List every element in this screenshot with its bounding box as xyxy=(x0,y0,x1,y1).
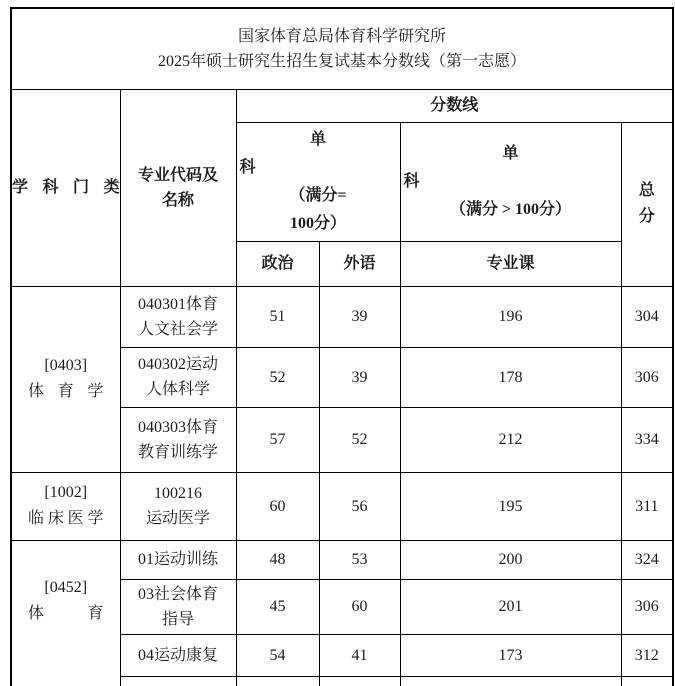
score-cell-total: 304 xyxy=(621,286,673,347)
header-row-1 xyxy=(11,89,673,122)
score-cell-total: 312 xyxy=(621,634,673,676)
header-single-gt100: 单 科 （满分 > 100分） xyxy=(400,122,621,241)
score-cell-politics: 52 xyxy=(236,347,319,407)
group-code: [1002] xyxy=(44,484,88,501)
header-total: 总 分 xyxy=(621,122,673,286)
score-cell-foreign: 60 xyxy=(319,579,400,634)
score-cell-course: 200 xyxy=(400,540,621,579)
score-cell-total: 311 xyxy=(621,472,673,540)
score-cell-course: 196 xyxy=(400,286,621,347)
discipline-group-cell xyxy=(11,472,120,540)
score-cell-politics: 60 xyxy=(236,472,319,540)
empty-cell xyxy=(319,676,400,686)
score-cell-politics: 45 xyxy=(236,579,319,634)
header-single-max100: 单 科 （满分= 100分） xyxy=(236,122,400,241)
major-name-line: 040303体育 xyxy=(137,418,218,436)
group-name: 体育 xyxy=(28,604,104,622)
score-cell-total: 306 xyxy=(621,347,673,407)
major-name-cell xyxy=(120,579,236,634)
major-name-line: 040302运动 xyxy=(137,356,218,373)
score-cell-politics: 57 xyxy=(236,407,319,472)
header-major xyxy=(120,89,236,286)
score-cell-politics: 51 xyxy=(236,286,319,347)
group-code: [0452] xyxy=(44,578,88,596)
major-name-line: 100216 xyxy=(154,485,202,502)
major-name-line: 运动医学 xyxy=(145,510,210,527)
header-course: 专业课 xyxy=(400,241,621,286)
group-code: [0403] xyxy=(44,357,88,374)
header-foreign: 外语 xyxy=(319,241,400,286)
discipline-group-cell xyxy=(11,286,120,472)
major-name-cell xyxy=(120,407,236,472)
title-line-1: 国家体育总局体育科学研究所 xyxy=(238,27,447,45)
discipline-group-cell xyxy=(11,540,120,686)
score-table xyxy=(10,7,674,686)
major-name-line: 指导 xyxy=(161,610,194,628)
document-title xyxy=(11,8,673,89)
score-cell-course: 173 xyxy=(400,634,621,676)
table-row xyxy=(11,472,673,540)
header-major-line1: 专业代码及 xyxy=(137,166,218,184)
major-name-cell xyxy=(120,540,236,579)
header-major-line2: 名称 xyxy=(161,191,194,209)
score-cell-foreign: 39 xyxy=(319,347,400,407)
header-politics: 政治 xyxy=(236,241,319,286)
header-score-line: 分数线 xyxy=(236,89,673,122)
major-name-line: 03社会体育 xyxy=(137,585,218,603)
group-name: 临床医学 xyxy=(28,510,104,527)
major-name-line: 教育训练学 xyxy=(137,443,218,461)
score-cell-course: 178 xyxy=(400,347,621,407)
score-cell-course: 201 xyxy=(400,579,621,634)
score-cell-politics: 54 xyxy=(236,634,319,676)
score-cell-politics: 48 xyxy=(236,540,319,579)
major-name-line: 人体科学 xyxy=(145,381,210,398)
major-name-cell xyxy=(120,634,236,676)
table-row xyxy=(11,540,673,579)
major-name-cell xyxy=(120,286,236,347)
score-cell-foreign: 53 xyxy=(319,540,400,579)
score-cell-total: 324 xyxy=(621,540,673,579)
empty-cell xyxy=(120,676,236,686)
major-name-line: 040301体育 xyxy=(137,295,218,313)
score-cell-total: 334 xyxy=(621,407,673,472)
score-cell-course: 212 xyxy=(400,407,621,472)
header-discipline: 学科门类 xyxy=(11,89,120,286)
score-cell-total: 306 xyxy=(621,579,673,634)
major-name-cell xyxy=(120,347,236,407)
empty-cell xyxy=(400,676,621,686)
score-cell-course: 195 xyxy=(400,472,621,540)
major-name-line: 04运动康复 xyxy=(137,646,218,664)
major-name-line: 人文社会学 xyxy=(137,320,218,338)
table-head-section xyxy=(11,8,673,286)
score-cell-foreign: 39 xyxy=(319,286,400,347)
group-name: 体育学 xyxy=(28,383,104,400)
table-body xyxy=(11,286,673,686)
score-cell-foreign: 52 xyxy=(319,407,400,472)
empty-cell xyxy=(621,676,673,686)
major-name-line: 01运动训练 xyxy=(137,551,218,568)
score-cell-foreign: 41 xyxy=(319,634,400,676)
title-row xyxy=(11,8,673,89)
major-name-cell xyxy=(120,472,236,540)
score-cell-foreign: 56 xyxy=(319,472,400,540)
table-row xyxy=(11,286,673,347)
title-line-2: 2025年硕士研究生招生复试基本分数线（第一志愿） xyxy=(158,52,527,70)
empty-cell xyxy=(236,676,319,686)
